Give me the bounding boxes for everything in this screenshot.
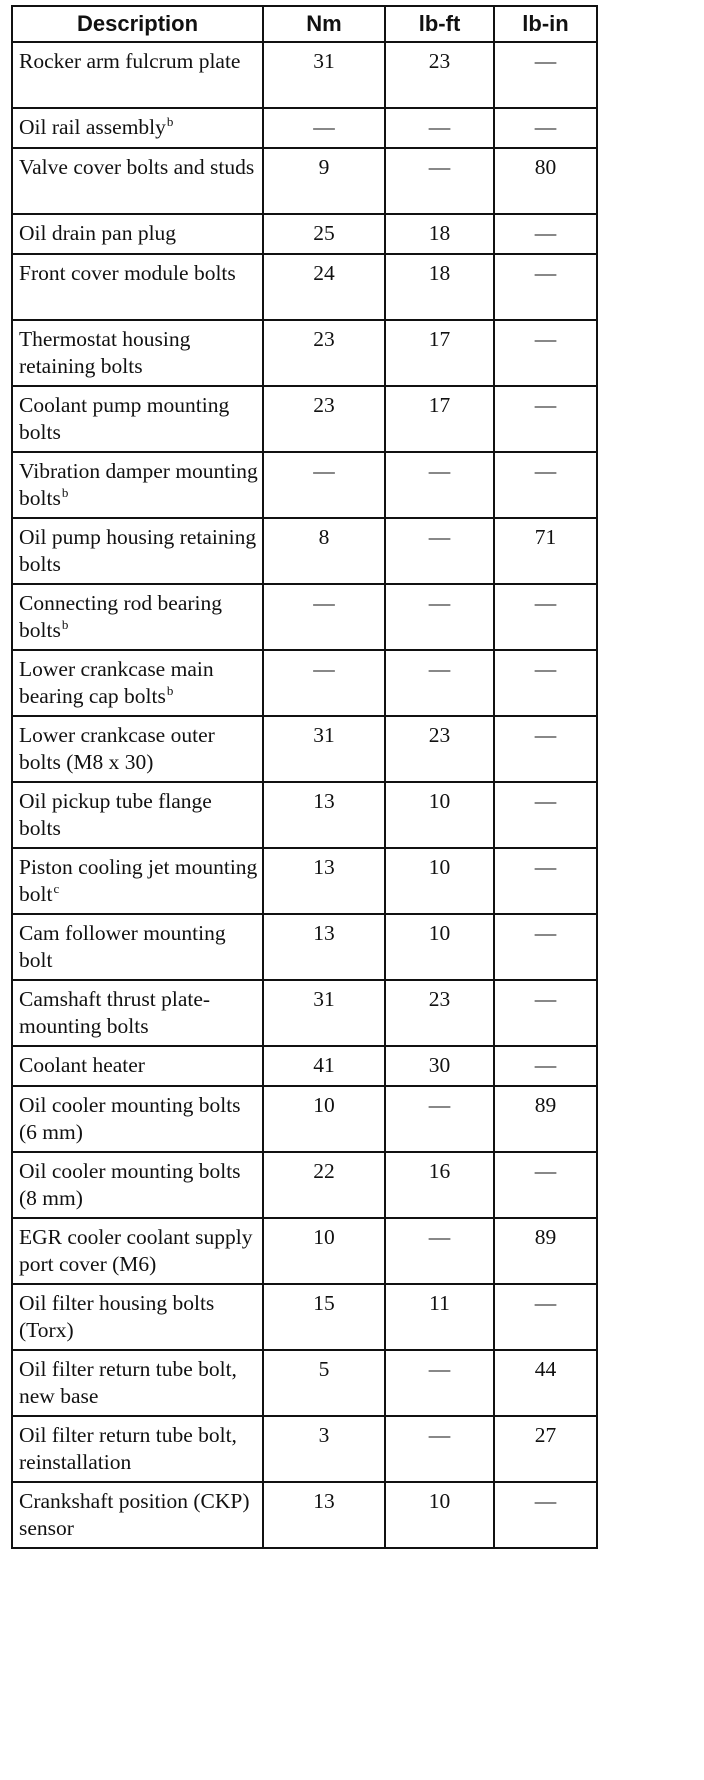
description-text: EGR cooler coolant supply port cover (M6) — [19, 1225, 253, 1276]
cell-description — [12, 848, 263, 914]
table-row — [12, 452, 597, 518]
table-row — [12, 108, 597, 148]
cell-lbft: — — [385, 584, 494, 650]
cell-lbft: 23 — [385, 42, 494, 108]
table-row — [12, 1284, 597, 1350]
description-text: Oil cooler mounting bolts (6 mm) — [19, 1093, 241, 1144]
cell-lbin: — — [494, 214, 597, 254]
footnote-marker: b — [166, 113, 174, 129]
cell-description — [12, 584, 263, 650]
cell-description — [12, 148, 263, 214]
header-nm: Nm — [263, 6, 385, 42]
cell-nm: 9 — [263, 148, 385, 214]
table-row — [12, 650, 597, 716]
description-text: Piston cooling jet mounting bolt — [19, 855, 258, 906]
table-row — [12, 584, 597, 650]
table-row — [12, 1218, 597, 1284]
table-row — [12, 518, 597, 584]
cell-lbin: — — [494, 914, 597, 980]
cell-nm: — — [263, 108, 385, 148]
cell-lbin: — — [494, 1152, 597, 1218]
table-row — [12, 42, 597, 108]
description-text: Thermostat housing retaining bolts — [19, 327, 191, 378]
table-row — [12, 254, 597, 320]
cell-lbin: — — [494, 980, 597, 1046]
cell-lbin: — — [494, 584, 597, 650]
cell-nm: 23 — [263, 320, 385, 386]
header-lbft: lb-ft — [385, 6, 494, 42]
cell-nm: 3 — [263, 1416, 385, 1482]
cell-description — [12, 1218, 263, 1284]
cell-lbft: 17 — [385, 386, 494, 452]
cell-nm: 31 — [263, 980, 385, 1046]
cell-description — [12, 320, 263, 386]
description-text: Oil filter housing bolts (Torx) — [19, 1291, 215, 1342]
cell-nm: 13 — [263, 848, 385, 914]
cell-nm: 13 — [263, 782, 385, 848]
cell-lbin: — — [494, 386, 597, 452]
cell-lbft: 18 — [385, 254, 494, 320]
header-lbin: lb-in — [494, 6, 597, 42]
cell-lbft: 10 — [385, 1482, 494, 1548]
cell-lbft: — — [385, 1350, 494, 1416]
cell-nm: — — [263, 650, 385, 716]
table-row — [12, 1416, 597, 1482]
cell-nm: 8 — [263, 518, 385, 584]
description-text: Coolant heater — [19, 1053, 145, 1077]
description-text: Cam follower mounting bolt — [19, 921, 226, 972]
cell-nm: 25 — [263, 214, 385, 254]
cell-lbin: 89 — [494, 1218, 597, 1284]
cell-lbft: — — [385, 1218, 494, 1284]
cell-lbft: 23 — [385, 980, 494, 1046]
table-body — [12, 42, 597, 1548]
description-text: Lower crankcase main bearing cap bolts — [19, 657, 214, 708]
cell-lbft: — — [385, 1416, 494, 1482]
cell-nm: 13 — [263, 1482, 385, 1548]
description-text: Oil cooler mounting bolts (8 mm) — [19, 1159, 241, 1210]
torque-spec-table — [11, 5, 598, 1549]
table-row — [12, 848, 597, 914]
cell-nm: 22 — [263, 1152, 385, 1218]
cell-lbft: — — [385, 452, 494, 518]
footnote-marker: b — [61, 616, 69, 632]
footnote-marker: c — [53, 880, 60, 896]
cell-lbft: — — [385, 518, 494, 584]
table-row — [12, 214, 597, 254]
cell-lbin: — — [494, 254, 597, 320]
cell-description — [12, 980, 263, 1046]
cell-lbft: 17 — [385, 320, 494, 386]
cell-lbft: 16 — [385, 1152, 494, 1218]
cell-nm: 15 — [263, 1284, 385, 1350]
cell-lbft: — — [385, 108, 494, 148]
cell-description — [12, 452, 263, 518]
cell-description — [12, 1284, 263, 1350]
table-row — [12, 1482, 597, 1548]
footnote-marker: b — [166, 682, 174, 698]
cell-description — [12, 1152, 263, 1218]
cell-nm: 10 — [263, 1086, 385, 1152]
cell-description — [12, 1482, 263, 1548]
cell-lbin: — — [494, 452, 597, 518]
description-text: Oil filter return tube bolt, reinstallation — [19, 1423, 237, 1474]
cell-lbin: — — [494, 848, 597, 914]
description-text: Coolant pump mounting bolts — [19, 393, 230, 444]
table-row — [12, 782, 597, 848]
cell-lbin: — — [494, 108, 597, 148]
table-row — [12, 914, 597, 980]
cell-nm: — — [263, 584, 385, 650]
description-text: Camshaft thrust plate-mounting bolts — [19, 987, 211, 1038]
cell-lbft: 10 — [385, 782, 494, 848]
cell-description — [12, 254, 263, 320]
table-header — [12, 6, 597, 42]
description-text: Lower crankcase outer bolts (M8 x 30) — [19, 723, 215, 774]
cell-nm: 13 — [263, 914, 385, 980]
cell-lbin: — — [494, 1482, 597, 1548]
cell-lbin: 80 — [494, 148, 597, 214]
cell-nm: 10 — [263, 1218, 385, 1284]
cell-description — [12, 782, 263, 848]
cell-lbft: — — [385, 1086, 494, 1152]
cell-lbft: 10 — [385, 848, 494, 914]
cell-nm: 31 — [263, 42, 385, 108]
cell-lbin: 89 — [494, 1086, 597, 1152]
cell-lbin: — — [494, 650, 597, 716]
cell-description — [12, 1086, 263, 1152]
cell-description — [12, 108, 263, 148]
table-row — [12, 980, 597, 1046]
cell-description — [12, 1046, 263, 1086]
description-text: Valve cover bolts and studs — [19, 155, 255, 179]
cell-lbin: — — [494, 716, 597, 782]
cell-lbin: 44 — [494, 1350, 597, 1416]
cell-nm: 23 — [263, 386, 385, 452]
cell-nm: — — [263, 452, 385, 518]
table-row — [12, 386, 597, 452]
cell-nm: 31 — [263, 716, 385, 782]
table-row — [12, 320, 597, 386]
cell-lbft: 23 — [385, 716, 494, 782]
cell-nm: 5 — [263, 1350, 385, 1416]
cell-lbin: — — [494, 782, 597, 848]
cell-lbin: — — [494, 1046, 597, 1086]
table-row — [12, 1350, 597, 1416]
cell-description — [12, 386, 263, 452]
header-description: Description — [12, 6, 263, 42]
cell-lbft: 10 — [385, 914, 494, 980]
cell-description — [12, 1416, 263, 1482]
description-text: Vibration damper mounting bolts — [19, 459, 258, 510]
table-row — [12, 716, 597, 782]
cell-lbft: 18 — [385, 214, 494, 254]
cell-lbin: — — [494, 1284, 597, 1350]
cell-description — [12, 716, 263, 782]
cell-nm: 24 — [263, 254, 385, 320]
description-text: Connecting rod bearing bolts — [19, 591, 223, 642]
cell-description — [12, 650, 263, 716]
cell-lbin: — — [494, 320, 597, 386]
description-text: Oil rail assembly — [19, 115, 166, 139]
cell-description — [12, 914, 263, 980]
cell-lbft: 11 — [385, 1284, 494, 1350]
cell-nm: 41 — [263, 1046, 385, 1086]
description-text: Oil drain pan plug — [19, 221, 177, 245]
cell-description — [12, 1350, 263, 1416]
cell-lbft: — — [385, 148, 494, 214]
cell-description — [12, 518, 263, 584]
table-row — [12, 148, 597, 214]
cell-lbft: 30 — [385, 1046, 494, 1086]
cell-description — [12, 42, 263, 108]
description-text: Oil filter return tube bolt, new base — [19, 1357, 237, 1408]
description-text: Oil pump housing retaining bolts — [19, 525, 257, 576]
description-text: Front cover module bolts — [19, 261, 236, 285]
table-row — [12, 1152, 597, 1218]
description-text: Rocker arm fulcrum plate — [19, 49, 241, 73]
header-row — [12, 6, 597, 42]
description-text: Oil pickup tube flange bolts — [19, 789, 212, 840]
description-text: Crankshaft position (CKP) sensor — [19, 1489, 250, 1540]
cell-lbin: 27 — [494, 1416, 597, 1482]
cell-lbft: — — [385, 650, 494, 716]
footnote-marker: b — [61, 484, 69, 500]
table-row — [12, 1086, 597, 1152]
cell-lbin: 71 — [494, 518, 597, 584]
cell-lbin: — — [494, 42, 597, 108]
cell-description — [12, 214, 263, 254]
table-row — [12, 1046, 597, 1086]
